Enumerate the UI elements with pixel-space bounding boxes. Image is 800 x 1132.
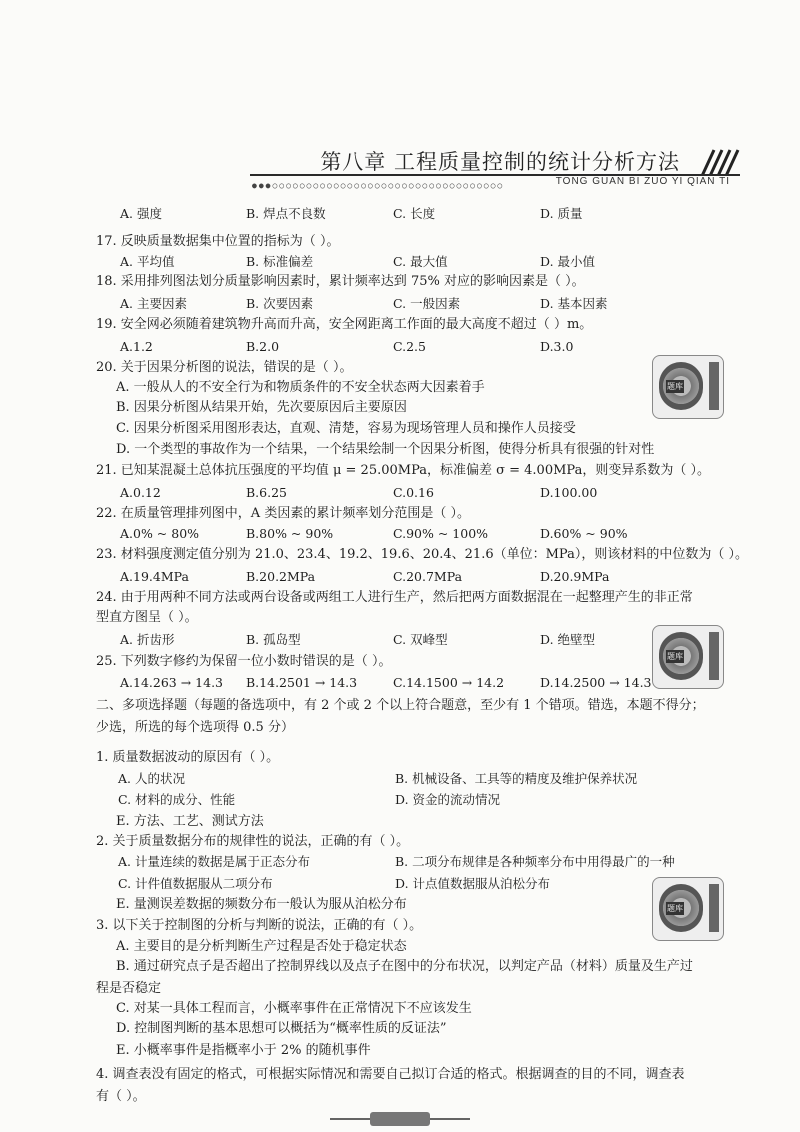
answer-option: C. 双峰型 xyxy=(393,632,448,647)
question-text: 型直方图呈（ ）。 xyxy=(96,610,198,625)
answer-option: D.60% ~ 90% xyxy=(540,526,628,541)
question-text: 3. 以下关于控制图的分析与判断的说法，正确的有（ ）。 xyxy=(96,918,423,933)
qr-label: 题库 xyxy=(667,382,683,391)
answer-option: D. 绝壁型 xyxy=(540,632,596,647)
option-line: C. 对某一具体工程而言，小概率事件在正常情况下不应该发生 xyxy=(116,1001,472,1016)
answer-option: C.0.16 xyxy=(393,485,434,500)
answer-option: A. 计量连续的数据是属于正态分布 xyxy=(118,854,310,869)
chapter-title: 第八章 工程质量控制的统计分析方法 xyxy=(320,150,680,174)
question-text: 18. 采用排列图法划分质量影响因素时，累计频率达到 75% 对应的影响因素是（ ）。 xyxy=(96,274,585,289)
question-text: 19. 安全网必须随着建筑物升高而升高，安全网距离工作面的最大高度不超过（ ）m。 xyxy=(96,317,593,332)
answer-option: C.20.7MPa xyxy=(393,569,463,584)
answer-option: B. 次要因素 xyxy=(246,296,314,311)
answer-option: C. 材料的成分、性能 xyxy=(118,792,236,807)
answer-option: B.80% ~ 90% xyxy=(246,526,334,541)
option-line: A. 一般从人的不安全行为和物质条件的不安全状态两大因素着手 xyxy=(116,380,485,395)
question-text: 1. 质量数据波动的原因有（ ）。 xyxy=(96,750,280,765)
answer-option: B.2.0 xyxy=(246,339,280,354)
answer-option: A.14.263 → 14.3 xyxy=(120,675,223,690)
chapter-header xyxy=(240,140,760,192)
answer-option: C.2.5 xyxy=(393,339,426,354)
answer-option: D. 资金的流动情况 xyxy=(395,792,501,807)
qr-code-icon xyxy=(652,877,724,941)
question-text: 22. 在质量管理排列图中，A 类因素的累计频率划分范围是（ ）。 xyxy=(96,506,470,521)
question-text: 4. 调查表没有固定的格式，可根据实际情况和需要自己拟订合适的格式。根据调查的目的不同，调查表 xyxy=(96,1067,685,1082)
header-slash-decoration xyxy=(688,148,748,176)
answer-option: D. 最小值 xyxy=(540,254,596,269)
header-pinyin: TONG GUAN BI ZUO YI QIAN TI xyxy=(555,176,730,187)
answer-option: B. 二项分布规律是各种频率分布中用得最广的一种 xyxy=(395,854,675,869)
section-heading: 二、多项选择题（每题的备选项中，有 2 个或 2 个以上符合题意，至少有 1 个错项。错选，本题不得分； xyxy=(96,698,705,713)
answer-option: A.0.12 xyxy=(120,485,161,500)
qr-label: 题库 xyxy=(667,904,683,913)
question-text: 25. 下列数字修约为保留一位小数时错误的是（ ）。 xyxy=(96,654,392,669)
option-line: E. 量测误差数据的频数分布一般认为服从泊松分布 xyxy=(116,897,407,912)
answer-option: D.20.9MPa xyxy=(540,569,610,584)
answer-option: A. 人的状况 xyxy=(118,771,185,786)
option-line: B. 通过研究点子是否超出了控制界线以及点子在图中的分布状况，以判定产品（材料）质量及生产过 xyxy=(116,959,693,974)
answer-option: B. 孤岛型 xyxy=(246,632,301,647)
answer-option: B.6.25 xyxy=(246,485,287,500)
question-text: 有（ ）。 xyxy=(96,1089,146,1104)
answer-option: D.100.00 xyxy=(540,485,598,500)
answer-option: A. 强度 xyxy=(120,206,162,221)
answer-option: D.3.0 xyxy=(540,339,574,354)
answer-option: C.14.1500 → 14.2 xyxy=(393,675,505,690)
qr-code-icon xyxy=(652,625,724,689)
question-text: 2. 关于质量数据分布的规律性的说法，正确的有（ ）。 xyxy=(96,834,410,849)
answer-option: B. 机械设备、工具等的精度及维护保养状况 xyxy=(395,771,638,786)
page-footer-ornament xyxy=(330,1110,470,1128)
option-line: E. 小概率事件是指概率小于 2% 的随机事件 xyxy=(116,1043,371,1058)
answer-option: D. 质量 xyxy=(540,206,583,221)
answer-option: D. 计点值数据服从泊松分布 xyxy=(395,876,551,891)
option-line: C. 因果分析图采用图形表达，直观、清楚，容易为现场管理人员和操作人员接受 xyxy=(116,421,576,436)
qr-label: 题库 xyxy=(667,652,683,661)
question-text: 24. 由于用两种不同方法或两台设备或两组工人进行生产，然后把两方面数据混在一起整理产生的非正常 xyxy=(96,590,693,605)
answer-option: B.20.2MPa xyxy=(246,569,316,584)
option-line: D. 一个类型的事故作为一个结果，一个结果绘制一个因果分析图，使得分析具有很强的针对性 xyxy=(116,442,655,457)
option-line: A. 主要目的是分析判断生产过程是否处于稳定状态 xyxy=(116,939,407,954)
answer-option: A. 折齿形 xyxy=(120,632,175,647)
question-text: 23. 材料强度测定值分别为 21.0、23.4、19.2、19.6、20.4、21.6（单位：MPa），则该材料的中位数为（ ）。 xyxy=(96,547,748,562)
answer-option: B.14.2501 → 14.3 xyxy=(246,675,358,690)
answer-option: C. 一般因素 xyxy=(393,296,461,311)
question-text: 21. 已知某混凝土总体抗压强度的平均值 μ = 25.00MPa，标准偏差 σ = 4.00MPa，则变异系数为（ ）。 xyxy=(96,463,710,478)
answer-option: C. 长度 xyxy=(393,206,436,221)
option-line: D. 控制图判断的基本思想可以概括为“概率性质的反证法” xyxy=(116,1021,447,1036)
answer-option: A.0% ~ 80% xyxy=(120,526,200,541)
answer-option: A.19.4MPa xyxy=(120,569,189,584)
answer-option: A.1.2 xyxy=(120,339,153,354)
answer-option: C. 最大值 xyxy=(393,254,448,269)
answer-option: D.14.2500 → 14.3 xyxy=(540,675,652,690)
answer-option: B. 焊点不良数 xyxy=(246,206,326,221)
question-text: 17. 反映质量数据集中位置的指标为（ ）。 xyxy=(96,234,340,249)
option-line: E. 方法、工艺、测试方法 xyxy=(116,814,264,829)
question-text: 20. 关于因果分析图的说法，错误的是（ ）。 xyxy=(96,360,353,375)
section-heading: 少选，所选的每个选项得 0.5 分） xyxy=(96,720,294,735)
answer-option: C.90% ~ 100% xyxy=(393,526,489,541)
header-dots: ●●●○○○○○○○○○○○○○○○○○○○○○○○○○○○○○○○○○○ xyxy=(252,181,505,190)
question-text: 程是否稳定 xyxy=(96,981,162,996)
qr-code-icon xyxy=(652,355,724,419)
answer-option: D. 基本因素 xyxy=(540,296,608,311)
answer-option: A. 主要因素 xyxy=(120,296,187,311)
answer-option: C. 计件值数据服从二项分布 xyxy=(118,876,273,891)
answer-option: A. 平均值 xyxy=(120,254,175,269)
answer-option: B. 标准偏差 xyxy=(246,254,314,269)
option-line: B. 因果分析图从结果开始，先次要原因后主要原因 xyxy=(116,400,407,415)
